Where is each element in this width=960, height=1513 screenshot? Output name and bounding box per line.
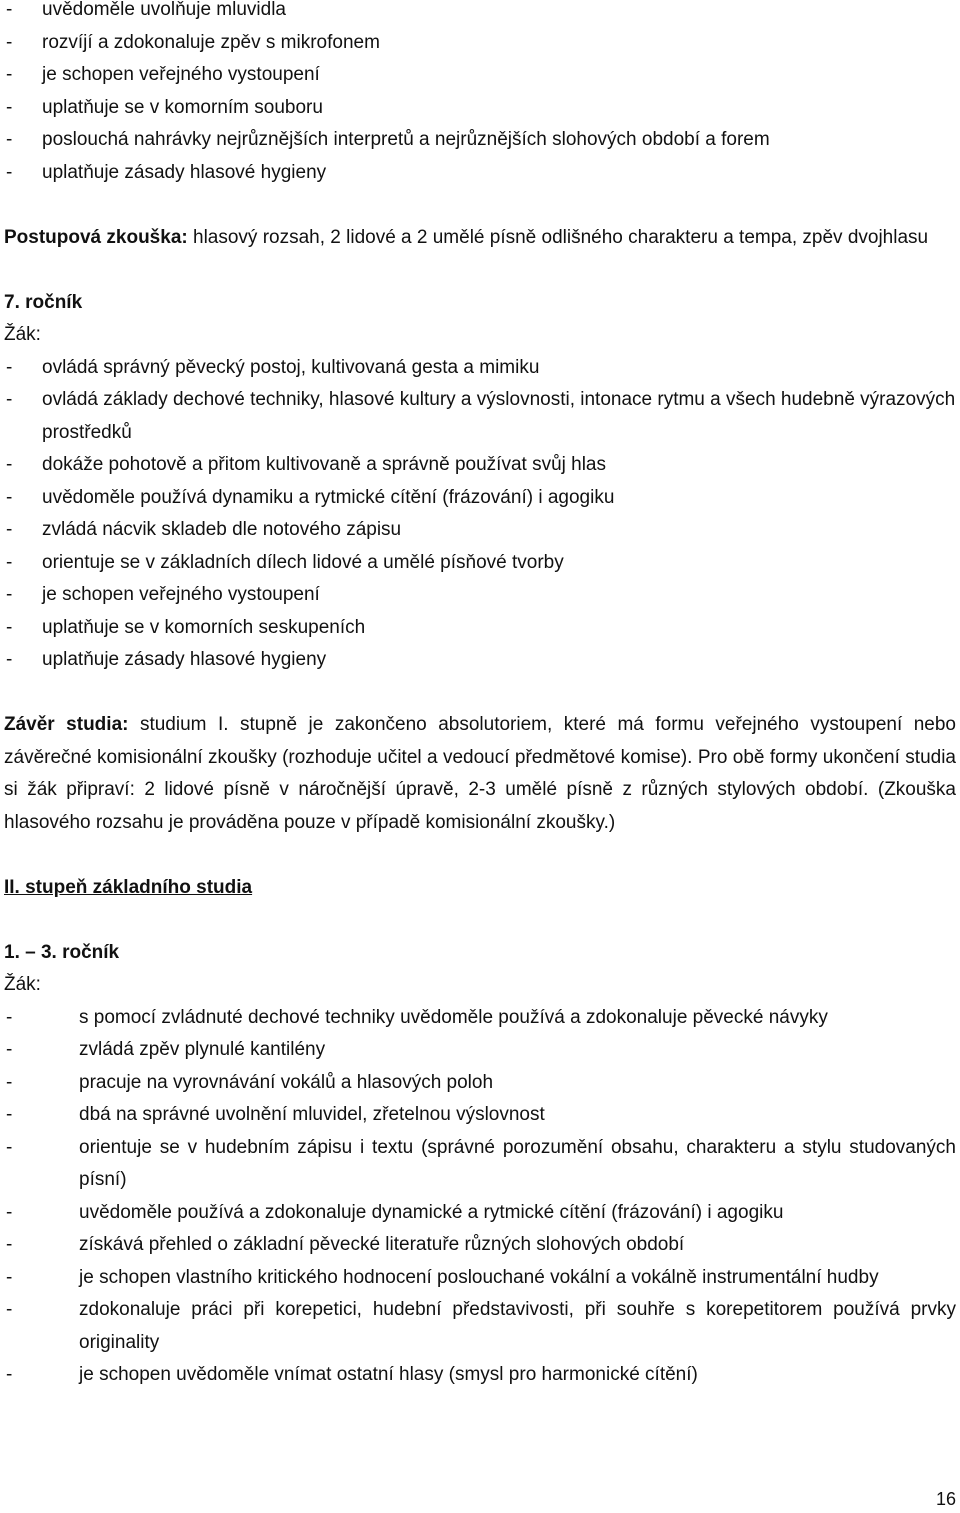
list-item: - je schopen uvědoměle vnímat ostatní hlasy (smysl pro harmonické cítění) bbox=[4, 1359, 956, 1392]
zaver-studia-label: Závěr studia: bbox=[4, 714, 129, 735]
list-item: - získává přehled o základní pěvecké literatuře různých slohových období bbox=[4, 1229, 956, 1262]
list-item: - je schopen veřejného vystoupení bbox=[4, 59, 956, 92]
list-item: - je schopen veřejného vystoupení bbox=[4, 579, 956, 612]
list-item: - dokáže pohotově a přitom kultivovaně a správně používat svůj hlas bbox=[4, 449, 956, 482]
list-item: - s pomocí zvládnuté dechové techniky uvědoměle používá a zdokonaluje pěvecké návyky bbox=[4, 1002, 956, 1035]
list-item: - zvládá zpěv plynulé kantilény bbox=[4, 1034, 956, 1067]
list-item: - uplatňuje zásady hlasové hygieny bbox=[4, 644, 956, 677]
list-item: - orientuje se v základních dílech lidové a umělé písňové tvorby bbox=[4, 547, 956, 580]
document-page bbox=[4, 0, 956, 1392]
section-heading-7-rocnik: 7. ročník bbox=[4, 291, 83, 313]
list-item: - uplatňuje se v komorních seskupeních bbox=[4, 612, 956, 645]
list-item: - uplatňuje zásady hlasové hygieny bbox=[4, 157, 956, 190]
list-item: - je schopen vlastního kritického hodnocení poslouchané vokální a vokálně instrumentální hudby bbox=[4, 1262, 956, 1295]
zak-label: Žák: bbox=[4, 324, 41, 345]
zaver-studia-paragraph bbox=[4, 709, 956, 839]
skills-list-top bbox=[4, 0, 956, 189]
postupova-zkouska-paragraph bbox=[4, 222, 956, 255]
zak-label: Žák: bbox=[4, 974, 41, 995]
list-item: - uplatňuje se v komorním souboru bbox=[4, 92, 956, 125]
list-item: - zvládá nácvik skladeb dle notového zápisu bbox=[4, 514, 956, 547]
list-item: - uvědoměle používá a zdokonaluje dynamické a rytmické cítění (frázování) i agogiku bbox=[4, 1197, 956, 1230]
list-item: - orientuje se v hudebním zápisu i textu (správné porozumění obsahu, charakteru a stylu studovaných písní) bbox=[4, 1132, 956, 1197]
postupova-zkouska-text: hlasový rozsah, 2 lidové a 2 umělé písně odlišného charakteru a tempa, zpěv dvojhlasu bbox=[187, 226, 929, 248]
list-item: - uvědoměle uvolňuje mluvidla bbox=[4, 0, 956, 27]
postupova-zkouska-label: Postupová zkouška: bbox=[4, 226, 188, 248]
section-heading-1-3-rocnik: 1. – 3. ročník bbox=[4, 941, 120, 963]
list-item: - uvědoměle používá dynamiku a rytmické cítění (frázování) i agogiku bbox=[4, 482, 956, 515]
list-item: - poslouchá nahrávky nejrůznějších interpretů a nejrůznějších slohových období a forem bbox=[4, 124, 956, 157]
section-heading-ii-stupen: II. stupeň základního studia bbox=[4, 876, 253, 898]
skills-list-7-rocnik bbox=[4, 352, 956, 677]
list-item: - ovládá základy dechové techniky, hlasové kultury a výslovnosti, intonace rytmu a všech hudebně výrazových prostředků bbox=[4, 384, 956, 449]
list-item: - dbá na správné uvolnění mluvidel, zřetelnou výslovnost bbox=[4, 1099, 956, 1132]
skills-list-1-3-rocnik bbox=[4, 1002, 956, 1392]
list-item: - pracuje na vyrovnávání vokálů a hlasových poloh bbox=[4, 1067, 956, 1100]
list-item: - rozvíjí a zdokonaluje zpěv s mikrofonem bbox=[4, 27, 956, 60]
list-item: - zdokonaluje práci při korepetici, hudební představivosti, při souhře s korepetitorem používá prvky originality bbox=[4, 1294, 956, 1359]
zaver-studia-text: studium I. stupně je zakončeno absolutoriem, které má formu veřejného vystoupení nebo závěrečné komisionální zkoušky (rozhoduje učitel a vedoucí předmětové komise). Pro obě formy ukončení studia si žák připraví: 2 lidové písně v náročnější úpravě, 2-3 umělé písně z různých stylových období. (Zkouška hlasového rozsahu je prováděna pouze v případě komisionální zkoušky.) bbox=[4, 714, 956, 833]
page-number: 16 bbox=[935, 1489, 956, 1509]
list-item: - ovládá správný pěvecký postoj, kultivovaná gesta a mimiku bbox=[4, 352, 956, 385]
